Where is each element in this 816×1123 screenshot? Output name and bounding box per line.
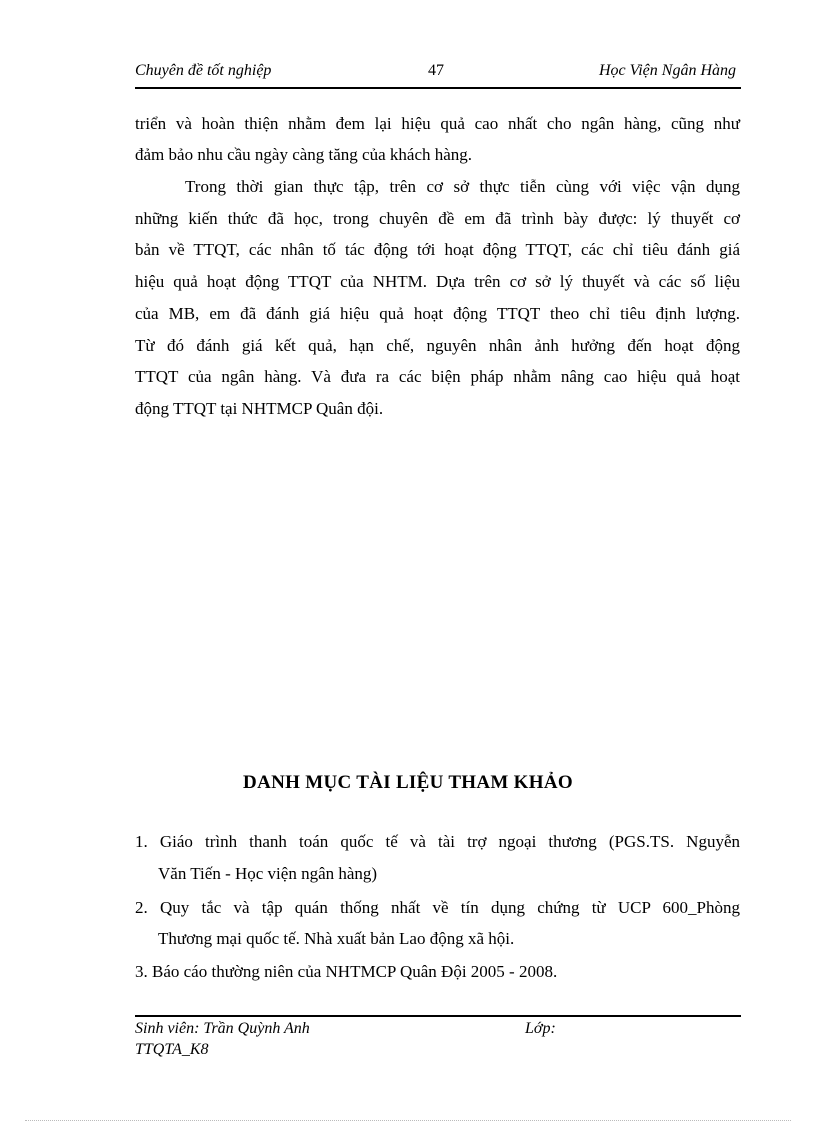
body-line: TTQT của ngân hàng. Và đưa ra các biện pháp nhằm nâng cao hiệu quả hoạt	[135, 367, 740, 386]
body-line: động TTQT tại NHTMCP Quân đội.	[135, 399, 384, 418]
reference-line: 2. Quy tắc và tập quán thống nhất về tín dụng chứng từ UCP 600_Phòng	[135, 898, 740, 917]
body-line: đảm bảo nhu cầu ngày càng tăng của khách hàng.	[135, 145, 473, 164]
body-line: của MB, em đã đánh giá hiệu quả hoạt động TTQT theo chỉ tiêu định lượng.	[135, 304, 740, 323]
reference-line: 3. Báo cáo thường niên của NHTMCP Quân Đội 2005 - 2008.	[135, 962, 558, 981]
header-divider	[135, 87, 741, 89]
body-line: hiệu quả hoạt động TTQT của NHTM. Dựa trên cơ sở lý thuyết và các số liệu	[135, 272, 740, 291]
body-line: triển và hoàn thiện nhằm đem lại hiệu quả cao nhất cho ngân hàng, cũng như	[135, 114, 740, 133]
header-left: Chuyên đề tốt nghiệp	[135, 62, 272, 79]
footer-student: Sinh viên: Trần Quỳnh Anh	[135, 1020, 310, 1037]
body-line: Trong thời gian thực tập, trên cơ sở thực tiễn cùng với việc vận dụng	[185, 177, 740, 196]
page-number: 47	[428, 62, 444, 79]
reference-line: 1. Giáo trình thanh toán quốc tế và tài trợ ngoại thương (PGS.TS. Nguyễn	[135, 832, 740, 851]
body-line: Từ đó đánh giá kết quả, hạn chế, nguyên nhân ảnh hưởng đến hoạt động	[135, 336, 740, 355]
reference-line: Văn Tiến - Học viện ngân hàng)	[158, 864, 378, 883]
footer-divider	[135, 1015, 741, 1017]
references-title: DANH MỤC TÀI LIỆU THAM KHẢO	[243, 772, 573, 793]
reference-line: Thương mại quốc tế. Nhà xuất bản Lao động xã hội.	[158, 929, 515, 948]
footer-class-value: TTQTA_K8	[135, 1041, 209, 1058]
footer-class-label: Lớp:	[525, 1020, 556, 1037]
body-line: những kiến thức đã học, trong chuyên đề em đã trình bày được: lý thuyết cơ	[135, 209, 740, 228]
header-right: Học Viện Ngân Hàng	[598, 62, 736, 79]
page-edge	[25, 1120, 791, 1121]
body-line: bản về TTQT, các nhân tố tác động tới hoạt động TTQT, các chỉ tiêu đánh giá	[135, 240, 740, 259]
